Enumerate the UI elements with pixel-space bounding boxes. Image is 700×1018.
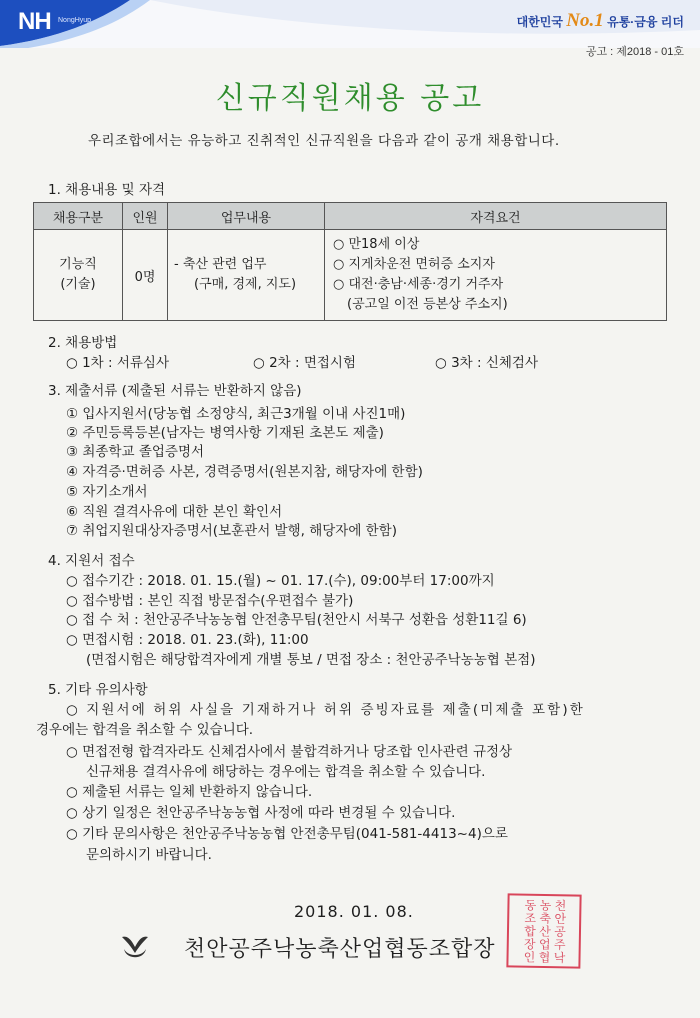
slogan bbox=[517, 10, 684, 32]
table-header: 업무내용 bbox=[168, 203, 325, 230]
table-header: 자격요건 bbox=[325, 203, 667, 230]
table-row bbox=[34, 230, 667, 321]
method-step: ○ 2차 : 면접시험 bbox=[253, 355, 356, 371]
page-title: 신규직원채용 공고 bbox=[215, 81, 485, 116]
notice-line: 신규채용 결격사유에 해당하는 경우에는 합격을 취소할 수 있습니다. bbox=[86, 764, 486, 780]
recruitment-table bbox=[33, 202, 667, 321]
notice-number: 공고 : 제2018 - 01호 bbox=[585, 46, 684, 58]
notice-line: 경우에는 합격을 취소할 수 있습니다. bbox=[36, 722, 254, 738]
category-line: (기술) bbox=[60, 277, 96, 292]
official-seal: 천안공주낙농축산업협동조합장인 bbox=[506, 893, 581, 968]
qualification-item: ○ 지게차운전 면허증 소지자 bbox=[333, 257, 495, 272]
document-item: ① 입사지원서(당농협 소정양식, 최근3개월 이내 사진1매) bbox=[66, 406, 406, 422]
notice-line: 문의하시기 바랍니다. bbox=[86, 847, 212, 863]
category-line: 기능직 bbox=[59, 257, 97, 272]
application-item: ○ 접수기간 : 2018. 01. 15.(월) ~ 01. 17.(수), 09:00부터 17:00까지 bbox=[66, 573, 495, 589]
section2-heading: 2. 채용방법 bbox=[48, 335, 118, 351]
page-header bbox=[0, 0, 700, 48]
document-item: ⑤ 자기소개서 bbox=[66, 484, 148, 500]
notice-line: ○ 제출된 서류는 일체 반환하지 않습니다. bbox=[66, 784, 313, 800]
nh-logo-subtitle: NongHyup bbox=[58, 17, 92, 24]
qualification-item: ○ 만18세 이상 bbox=[333, 237, 420, 252]
nh-emblem-icon bbox=[118, 933, 152, 963]
document-item: ③ 최종학교 졸업증명서 bbox=[66, 444, 205, 460]
qualification-item: (공고일 이전 등본상 주소지) bbox=[347, 297, 508, 312]
notice-line: ○ 지원서에 허위 사실을 기재하거나 허위 증빙자료를 제출(미제출 포함)한 bbox=[66, 702, 585, 718]
method-step: ○ 3차 : 신체검사 bbox=[435, 355, 538, 371]
document-item: ⑦ 취업지원대상자증명서(보훈관서 발행, 해당자에 한함) bbox=[66, 523, 397, 539]
headcount-cell: 0명 bbox=[123, 230, 168, 321]
slogan-suffix: 유통·금융 리더 bbox=[607, 15, 684, 29]
document-item: ② 주민등록등본(남자는 병역사항 기재된 초본도 제출) bbox=[66, 425, 384, 441]
document-item: ⑥ 직원 결격사유에 대한 본인 확인서 bbox=[66, 504, 283, 520]
notice-line: ○ 기타 문의사항은 천안공주낙농농협 안전총무팀(041-581-4413~4)으로 bbox=[66, 826, 508, 842]
nh-logo: NH bbox=[18, 8, 51, 35]
notice-line: ○ 상기 일정은 천안공주낙농농협 사정에 따라 변경될 수 있습니다. bbox=[66, 805, 456, 821]
application-item: ○ 접 수 처 : 천안공주낙농농협 안전총무팀(천안시 서북구 성환읍 성환11길 6) bbox=[66, 612, 527, 628]
section5-heading: 5. 기타 유의사항 bbox=[48, 682, 148, 698]
application-item: ○ 접수방법 : 본인 직접 방문접수(우편접수 불가) bbox=[66, 593, 354, 609]
organization-name: 천안공주낙농축산업협동조합장 bbox=[184, 937, 496, 962]
section1-heading: 1. 채용내용 및 자격 bbox=[48, 182, 166, 198]
section3-heading: 3. 제출서류 (제출된 서류는 반환하지 않음) bbox=[48, 383, 302, 399]
method-step: ○ 1차 : 서류심사 bbox=[66, 355, 169, 371]
slogan-prefix: 대한민국 bbox=[516, 15, 563, 29]
document-item: ④ 자격증·면허증 사본, 경력증명서(원본지참, 해당자에 한함) bbox=[66, 464, 423, 480]
table-header: 채용구분 bbox=[34, 203, 123, 230]
notice-date: 2018. 01. 08. bbox=[294, 902, 414, 921]
table-header-row bbox=[34, 203, 667, 230]
table-header: 인원 bbox=[123, 203, 168, 230]
duty-line: (구매, 경제, 지도) bbox=[194, 277, 297, 292]
slogan-no1: No.1 bbox=[566, 10, 604, 31]
intro-text: 우리조합에서는 유능하고 진취적인 신규직원을 다음과 같이 공개 채용합니다. bbox=[88, 133, 560, 149]
notice-line: ○ 면접전형 합격자라도 신체검사에서 불합격하거나 당조합 인사관련 규정상 bbox=[66, 744, 513, 760]
application-item: ○ 면접시험 : 2018. 01. 23.(화), 11:00 bbox=[66, 632, 309, 648]
duty-line: - 축산 관련 업무 bbox=[174, 257, 267, 272]
duty-cell bbox=[168, 230, 325, 321]
application-note: (면접시험은 해당합격자에게 개별 통보 / 면접 장소 : 천안공주낙농농협 본점) bbox=[86, 652, 536, 668]
qualification-cell bbox=[325, 230, 667, 321]
qualification-item: ○ 대전·충남·세종·경기 거주자 bbox=[333, 277, 504, 292]
category-cell bbox=[34, 230, 123, 321]
section4-heading: 4. 지원서 접수 bbox=[48, 553, 135, 569]
